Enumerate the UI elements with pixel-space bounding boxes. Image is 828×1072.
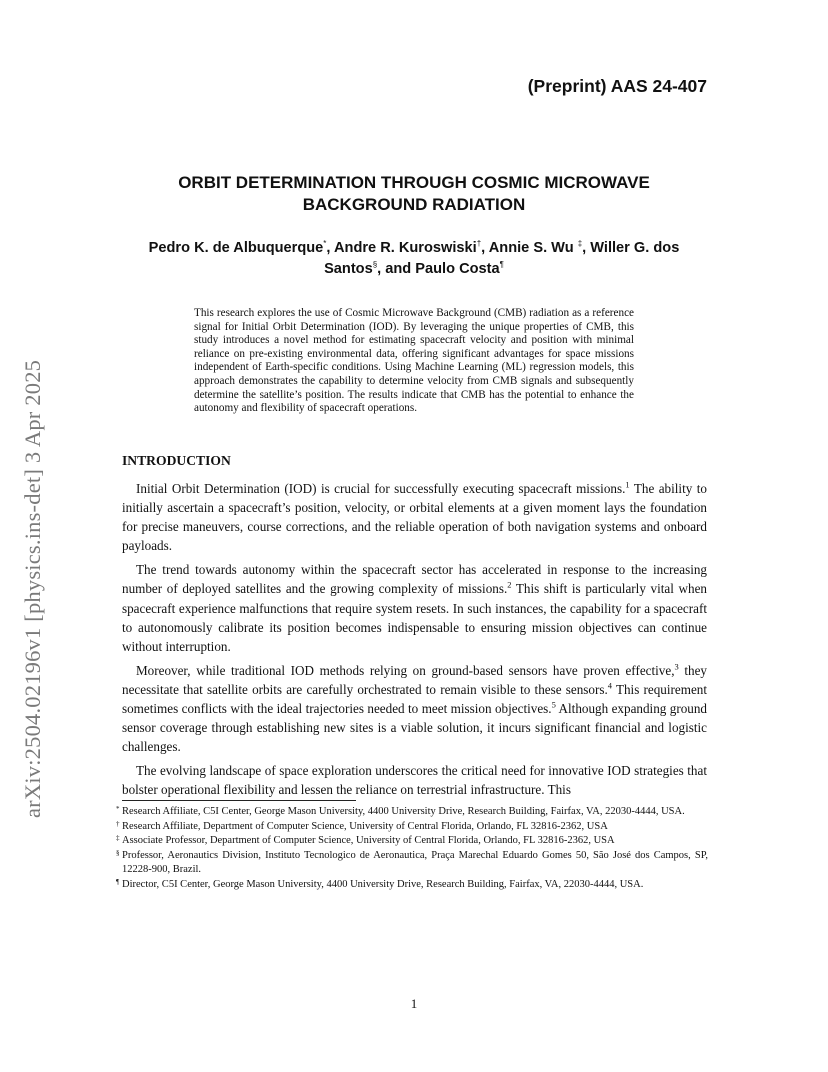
abstract: This research explores the use of Cosmic Microwave Background (CMB) radiation as a reference signal for Initial Orbit Determination (IOD). By leveraging the unique properties of CMB, this study introduces a novel method for estimating spacecraft velocity and position with minimal reliance on pre-existing environmental data, offering significant advantages for space missions independent of Earth-specific conditions. Using Machine Learning (ML) regression models, this approach demonstrates the capability to determine velocity from CMB signals and subsequently determine the satellite’s position. The results indicate that CMB has the potential to enhance the autonomy and flexibility of spacecraft operations.: [194, 307, 634, 415]
footnote: [118, 834, 708, 849]
section-heading-introduction: INTRODUCTION: [122, 453, 231, 468]
author-list: [120, 238, 708, 280]
paragraph-text: Moreover, while traditional IOD methods relying on ground-based sensors have proven effective,: [136, 662, 675, 678]
paragraph: [122, 560, 707, 655]
author-name: Willer G. dos: [590, 240, 680, 256]
author-affiliation-mark: §: [372, 260, 378, 270]
author-affiliation-mark: ¶: [499, 260, 504, 270]
citation-marker: 5: [551, 699, 556, 710]
introduction-body: [122, 479, 707, 805]
preprint-label: (Preprint) AAS 24-407: [527, 76, 707, 96]
footnote-mark: ‡: [116, 834, 120, 843]
footnote: [118, 805, 708, 820]
author-name: and Paulo Costa: [385, 261, 500, 277]
footnote-text: Research Affiliate, C5I Center, George Mason University, 4400 University Drive, Research Building, Fairfax, VA, 22030-4444, USA.: [122, 806, 685, 817]
paragraph-text: This shift is particularly vital when spacecraft experience malfunctions that require system resets. In such instances, the capability for a spacecraft to autonomously calibrate its position becomes indispensable to ensuring mission objectives can continue without interruption.: [122, 581, 707, 654]
title-line: ORBIT DETERMINATION THROUGH COSMIC MICROWAVE: [178, 173, 650, 192]
arxiv-identifier-stamp: arXiv:2504.02196v1 [physics.ins-det] 3 Apr 2025: [20, 359, 45, 818]
page-number: 1: [410, 996, 418, 1011]
paragraph-text: they necessitate that satellite orbits are carefully orchestrated to remain visible to these sensors.: [122, 662, 707, 697]
author-name: Santos: [324, 261, 373, 277]
paper-title: [120, 172, 708, 216]
paragraph: [122, 661, 707, 756]
citation-marker: 2: [507, 580, 512, 591]
footnote-divider: [122, 800, 356, 801]
citation-marker: 4: [607, 680, 612, 691]
footnote: [118, 820, 708, 835]
author-affiliation-mark: †: [476, 239, 482, 249]
footnote-mark: §: [116, 848, 120, 857]
title-line: BACKGROUND RADIATION: [302, 195, 526, 214]
paragraph: [122, 761, 707, 799]
footnote-text: Professor, Aeronautics Division, Instituto Tecnologico de Aeronautica, Praça Marechal Eduardo Gomes 50, São José dos Campos, SP, 12228-900, Brazil.: [122, 849, 708, 876]
paragraph-text: The evolving landscape of space exploration underscores the critical need for innovative IOD strategies that bolster operational flexibility and lessen the reliance on terrestrial infrastructure. This: [122, 763, 707, 798]
paragraph-text: This requirement sometimes conflicts with the ideal trajectories needed to meet mission objectives.: [122, 681, 707, 717]
author-name: Annie S. Wu: [488, 240, 574, 256]
footnote: [118, 878, 708, 893]
footnote-mark: *: [116, 805, 120, 813]
footnote: [118, 849, 708, 878]
footnote-text: Research Affiliate, Department of Computer Science, University of Central Florida, Orlando, FL 32816-2362, USA: [122, 820, 608, 832]
paragraph: [122, 479, 707, 555]
author-affiliation-mark: *: [323, 239, 327, 249]
paragraph-text: The ability to initially ascertain a spacecraft’s position, velocity, or orbital elements at a given moment lays the foundation for precise maneuvers, course corrections, and the reliable operation of both navigation systems and onboard payloads.: [122, 481, 707, 554]
author-line-1: Pedro K. de Albuquerque*, Andre R. Kuroswiski†, Annie S. Wu ‡, Willer G. dos: [148, 239, 680, 256]
paragraph-text: Although expanding ground sensor coverage through establishing new sites is a viable solution, it incurs significant financial and logistic challenges.: [122, 701, 708, 755]
footnote-mark: ¶: [116, 877, 120, 886]
footnote-mark: †: [116, 819, 120, 828]
paragraph-text: The trend towards autonomy within the spacecraft sector has accelerated in response to the increasing number of deployed satellites and the growing complexity of missions.: [122, 562, 707, 597]
author-line-2: Santos§, and Paulo Costa¶: [324, 260, 504, 277]
footnotes: [118, 805, 708, 893]
footnote-text: Associate Professor, Department of Computer Science, University of Central Florida, Orlando, FL 32816-2362, USA: [122, 835, 615, 847]
author-affiliation-mark: ‡: [577, 239, 583, 249]
citation-marker: 3: [674, 661, 679, 672]
citation-marker: 1: [625, 479, 630, 490]
footnote-text: Director, C5I Center, George Mason University, 4400 University Drive, Research Building, Fairfax, VA, 22030-4444, USA.: [122, 878, 644, 890]
paragraph-text: Initial Orbit Determination (IOD) is crucial for successfully executing spacecraft missions.: [136, 481, 626, 496]
author-name: Andre R. Kuroswiski: [333, 240, 477, 256]
author-name: Pedro K. de Albuquerque: [148, 240, 324, 256]
